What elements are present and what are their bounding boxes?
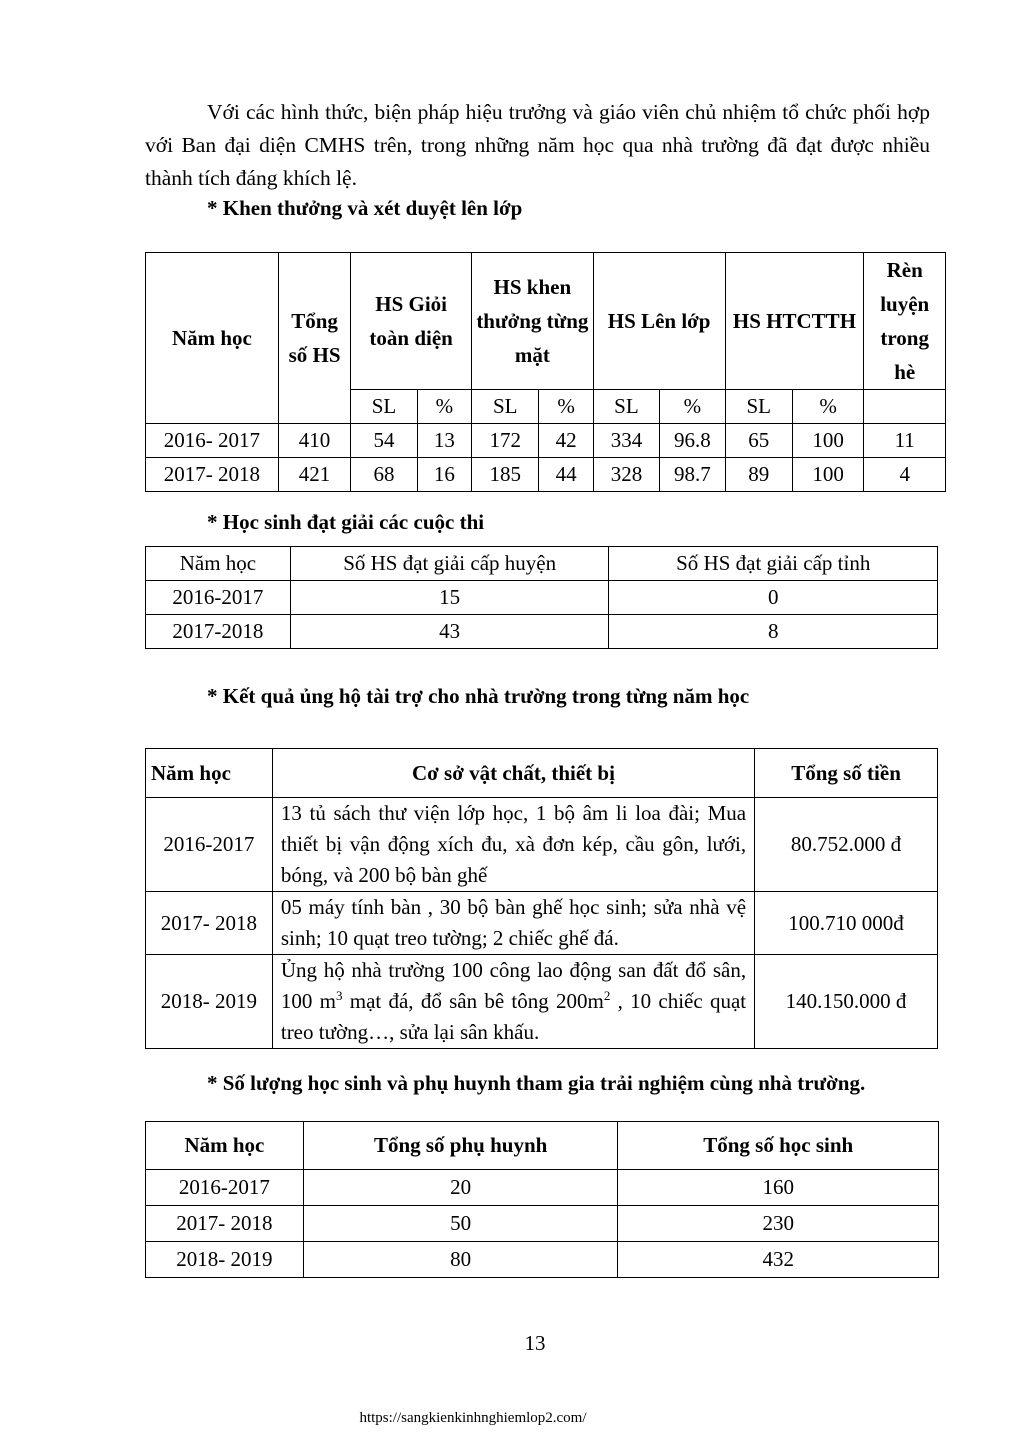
cell-value: 334 [593,424,659,458]
cell-year: 2018- 2019 [146,1242,304,1278]
facility-text: , 10 chiếc quạt treo tường…, sửa lại sân khấu. [280,989,747,1044]
header-year: Năm học [146,1122,304,1170]
table-row [146,424,946,458]
header-parents: Tổng số phụ huynh [303,1122,618,1170]
cell-year: 2016-2017 [146,581,291,615]
cell-year: 2016-2017 [146,1170,304,1206]
header-htctth: HS HTCTTH [725,253,864,390]
cell-value: 16 [417,458,471,492]
cell-value: 42 [539,424,593,458]
header-year: Năm học [146,749,273,798]
section2-heading: * Học sinh đạt giải các cuộc thi [207,510,485,534]
cell-value: 8 [609,615,938,649]
header-money: Tổng số tiền [755,749,938,798]
cell-value: 11 [864,424,946,458]
sub-sl: SL [351,390,417,424]
cell-value: 328 [593,458,659,492]
cell-facility [272,955,754,1049]
participation-table [145,1121,939,1278]
cell-value: 96.8 [660,424,725,458]
cell-value: 4 [864,458,946,492]
section4-heading: * Số lượng học sinh và phụ huynh tham gia trải nghiệm cùng nhà trường. [207,1071,866,1095]
cell-year: 2016-2017 [146,798,273,892]
header-facility: Cơ sở vật chất, thiết bị [272,749,754,798]
page-number: 13 [524,1331,546,1355]
table-row [146,955,938,1049]
table-row [146,581,938,615]
cell-year: 2018- 2019 [146,955,273,1049]
cell-year: 2016- 2017 [146,424,279,458]
sub-pct: % [417,390,471,424]
cell-value: 0 [609,581,938,615]
competition-awards-table [145,546,938,649]
cell-year: 2017-2018 [146,615,291,649]
footer-url: https://sangkienkinhnghiemlop2.com/ [359,1410,587,1426]
header-province: Số HS đạt giải cấp tỉnh [609,547,938,581]
cell-value: 68 [351,458,417,492]
cell-value: 54 [351,424,417,458]
header-commended: HS khen thưởng từng mặt [472,253,594,390]
cell-value: 185 [472,458,539,492]
cell-value: 50 [303,1206,618,1242]
cell-year: 2017- 2018 [146,458,279,492]
cell-total: 410 [278,424,350,458]
cell-value: 44 [539,458,593,492]
section1-heading: * Khen thưởng và xét duyệt lên lớp [207,196,523,220]
sub-pct: % [660,390,725,424]
superscript: 3 [335,988,343,1003]
sponsorship-table [145,748,938,1049]
cell-facility: 13 tủ sách thư viện lớp học, 1 bộ âm li loa đài; Mua thiết bị vận động xích đu, xà đơn kép, cầu gôn, lưới, bóng, và 200 bộ bàn ghế [272,798,754,892]
header-summer-training: Rèn luyện trong hè [864,253,946,390]
header-district: Số HS đạt giải cấp huyện [290,547,609,581]
cell-year: 2017- 2018 [146,1206,304,1242]
cell-total: 421 [278,458,350,492]
cell-value: 230 [618,1206,939,1242]
table-row [146,1170,939,1206]
sub-sl: SL [725,390,792,424]
header-excellent: HS Giỏi toàn diện [351,253,472,390]
cell-money: 140.150.000 đ [755,955,938,1049]
sub-sl: SL [472,390,539,424]
header-year: Năm học [146,547,291,581]
table-row [146,798,938,892]
facility-text: Ủng hộ nhà trường 100 công lao động san đất đổ sân, 100 m [280,958,747,1013]
header-students: Tổng số học sinh [618,1122,939,1170]
sub-sl: SL [593,390,659,424]
cell-value: 13 [417,424,471,458]
header-total-students: Tổng số HS [278,253,350,424]
table-row [146,458,946,492]
superscript: 2 [603,988,611,1003]
intro-paragraph: Với các hình thức, biện pháp hiệu trưởng và giáo viên chủ nhiệm tổ chức phối hợp với Ban đại diện CMHS trên, trong những năm học qua nhà trường đã đạt được nhiều thành tích đáng khích lệ. [145,100,930,190]
cell-value: 65 [725,424,792,458]
awards-promotion-table [145,252,946,492]
cell-value: 160 [618,1170,939,1206]
cell-value: 80 [303,1242,618,1278]
cell-value: 89 [725,458,792,492]
cell-value: 15 [290,581,609,615]
sub-pct: % [539,390,593,424]
header-promoted: HS Lên lớp [593,253,725,390]
cell-value: 98.7 [660,458,725,492]
header-year: Năm học [146,253,279,424]
cell-value: 100 [792,458,863,492]
section3-heading: * Kết quả ủng hộ tài trợ cho nhà trường trong từng năm học [207,684,750,708]
cell-value: 432 [618,1242,939,1278]
cell-money: 100.710 000đ [755,892,938,955]
table-row [146,615,938,649]
cell-value: 172 [472,424,539,458]
cell-year: 2017- 2018 [146,892,273,955]
cell-money: 80.752.000 đ [755,798,938,892]
table-row [146,1206,939,1242]
cell-value: 100 [792,424,863,458]
table-row [146,1242,939,1278]
sub-pct: % [792,390,863,424]
cell-value: 43 [290,615,609,649]
sub-empty [864,390,946,424]
table-row [146,892,938,955]
cell-value: 20 [303,1170,618,1206]
facility-text: mạt đá, đổ sân bê tông 200m [342,989,604,1013]
cell-facility: 05 máy tính bàn , 30 bộ bàn ghế học sinh; sửa nhà vệ sinh; 10 quạt treo tường; 2 chiếc ghế đá. [272,892,754,955]
